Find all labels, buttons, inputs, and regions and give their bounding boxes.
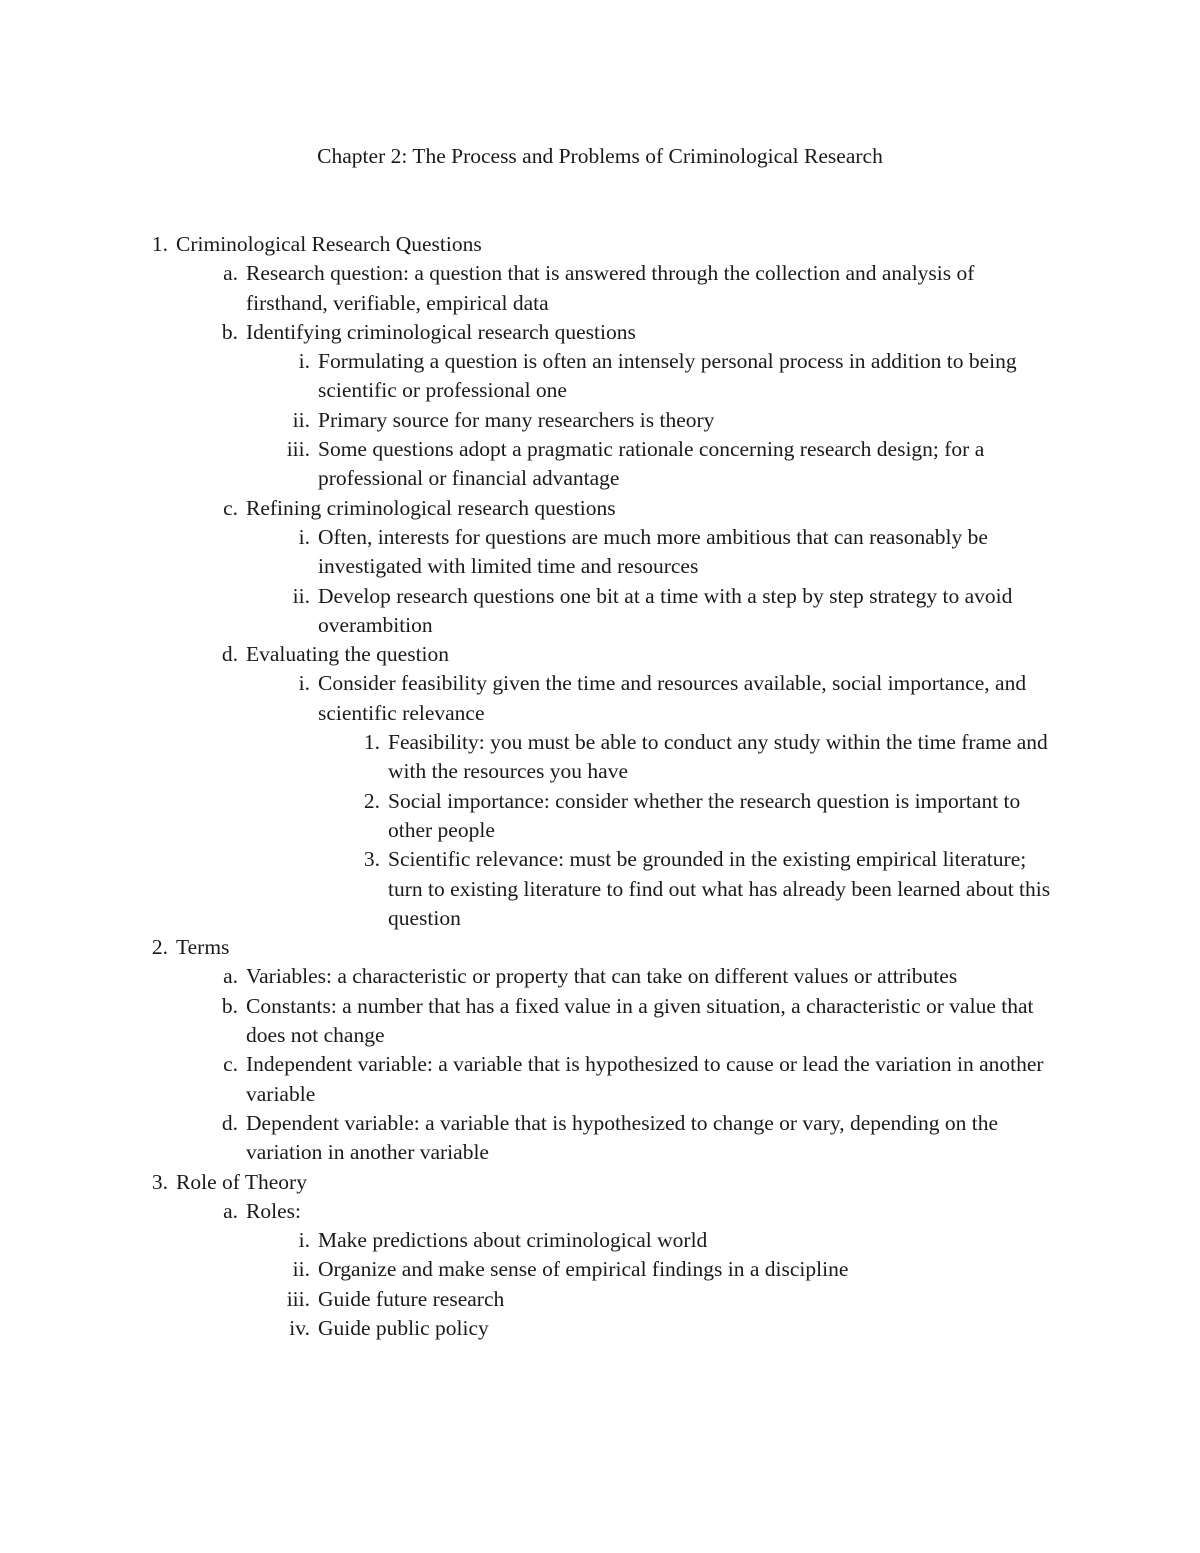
- item-marker: 2.: [151, 935, 168, 960]
- item-text: Make predictions about criminological world: [318, 1228, 708, 1253]
- item-text: Primary source for many researchers is theory: [318, 407, 715, 432]
- item-text: Independent variable: a variable that is hypothesized to cause or lead the variation in another variable: [246, 1052, 1044, 1106]
- item-marker: a.: [223, 261, 238, 286]
- outline-item-2: [151, 933, 1056, 962]
- outline-item-1b-iii: [286, 435, 1058, 494]
- item-marker: 1.: [363, 730, 380, 755]
- item-marker: a.: [223, 1198, 238, 1223]
- outline-item-2d: [221, 1109, 1058, 1168]
- item-text: Terms: [176, 935, 230, 960]
- item-marker: ii.: [292, 407, 310, 432]
- item-text: Constants: a number that has a fixed value in a given situation, a characteristic or value that does not change: [246, 993, 1034, 1048]
- item-text: Criminological Research Questions: [176, 232, 482, 256]
- item-marker: ii.: [292, 1257, 310, 1282]
- outline-list: [0, 230, 1200, 1343]
- outline-item-1c-ii: [292, 582, 1058, 641]
- outline-item-3a-iii: [286, 1285, 1058, 1314]
- outline-item-3: [151, 1168, 1056, 1197]
- item-marker: iv.: [289, 1315, 310, 1340]
- outline-item-1d-i-2: [363, 787, 1060, 846]
- outline-item-1c-i: [298, 523, 1058, 582]
- outline-item-3a-ii: [292, 1255, 1058, 1284]
- item-text: Formulating a question is often an intensely personal process in addition to being scientific or professional one: [318, 349, 1017, 403]
- item-marker: b.: [221, 319, 238, 344]
- item-marker: a.: [223, 964, 238, 989]
- item-text: Develop research questions one bit at a time with a step by step strategy to avoid overambition: [318, 583, 1013, 637]
- item-text: Organize and make sense of empirical findings in a discipline: [318, 1257, 849, 1282]
- item-marker: i.: [298, 349, 310, 374]
- item-text: Roles:: [246, 1198, 301, 1223]
- item-text: Guide future research: [318, 1286, 505, 1311]
- item-text: Often, interests for questions are much more ambitious that can reasonably be investigated with limited time and resources: [318, 524, 988, 579]
- item-marker: ii.: [292, 583, 310, 608]
- item-marker: 3.: [363, 847, 380, 872]
- item-marker: d.: [221, 1110, 238, 1135]
- item-text: Some questions adopt a pragmatic rationale concerning research design; for a professional or financial advantage: [318, 437, 985, 491]
- item-text: Identifying criminological research questions: [246, 319, 636, 344]
- outline-item-1b-ii: [292, 406, 1058, 435]
- item-text: Variables: a characteristic or property that can take on different values or attributes: [246, 964, 958, 989]
- item-marker: b.: [221, 993, 238, 1018]
- item-text: Dependent variable: a variable that is hypothesized to change or vary, depending on the variation in another variable: [246, 1110, 999, 1165]
- item-text: Research question: a question that is answered through the collection and analysis of firsthand, verifiable, empirical data: [246, 261, 975, 315]
- outline-item-1d-i-3: [363, 845, 1060, 933]
- item-text: Scientific relevance: must be grounded in the existing empirical literature; turn to existing literature to find out what has already been learned about this question: [388, 847, 1051, 930]
- outline-item-1: [151, 230, 1056, 259]
- outline-item-3a-iv: [289, 1314, 1058, 1343]
- item-text: Role of Theory: [176, 1169, 307, 1194]
- item-marker: iii.: [286, 437, 310, 462]
- item-marker: i.: [298, 671, 310, 696]
- outline-item-1b: [221, 318, 1058, 347]
- item-text: Guide public policy: [318, 1315, 489, 1340]
- item-text: Social importance: consider whether the research question is important to other people: [388, 788, 1021, 842]
- outline-item-1c: [223, 494, 1058, 523]
- item-marker: i.: [298, 1228, 310, 1253]
- item-marker: c.: [223, 1052, 238, 1077]
- item-text: Feasibility: you must be able to conduct any study within the time frame and with the resources you have: [388, 730, 1048, 784]
- outline-item-2b: [221, 992, 1058, 1051]
- outline-item-3a: [223, 1197, 1058, 1226]
- outline-item-1d: [221, 640, 1058, 669]
- item-marker: c.: [223, 495, 238, 520]
- item-text: Consider feasibility given the time and resources available, social importance, and scientific relevance: [318, 671, 1027, 725]
- item-text: Refining criminological research questions: [246, 495, 616, 520]
- item-marker: iii.: [286, 1286, 310, 1311]
- outline-item-2c: [223, 1050, 1058, 1109]
- document-title: Chapter 2: The Process and Problems of Criminological Research: [317, 144, 883, 168]
- outline-item-1d-i: [298, 669, 1058, 728]
- item-text: Evaluating the question: [246, 642, 450, 667]
- outline-item-2a: [223, 962, 1058, 991]
- outline-item-1b-i: [298, 347, 1058, 406]
- outline-item-1a: [223, 259, 1058, 318]
- item-marker: 2.: [363, 788, 380, 813]
- item-marker: d.: [221, 642, 238, 667]
- outline-item-1d-i-1: [363, 728, 1060, 787]
- outline-item-3a-i: [298, 1226, 1058, 1255]
- item-marker: 1.: [151, 232, 168, 256]
- item-marker: 3.: [151, 1169, 168, 1194]
- item-marker: i.: [298, 524, 310, 549]
